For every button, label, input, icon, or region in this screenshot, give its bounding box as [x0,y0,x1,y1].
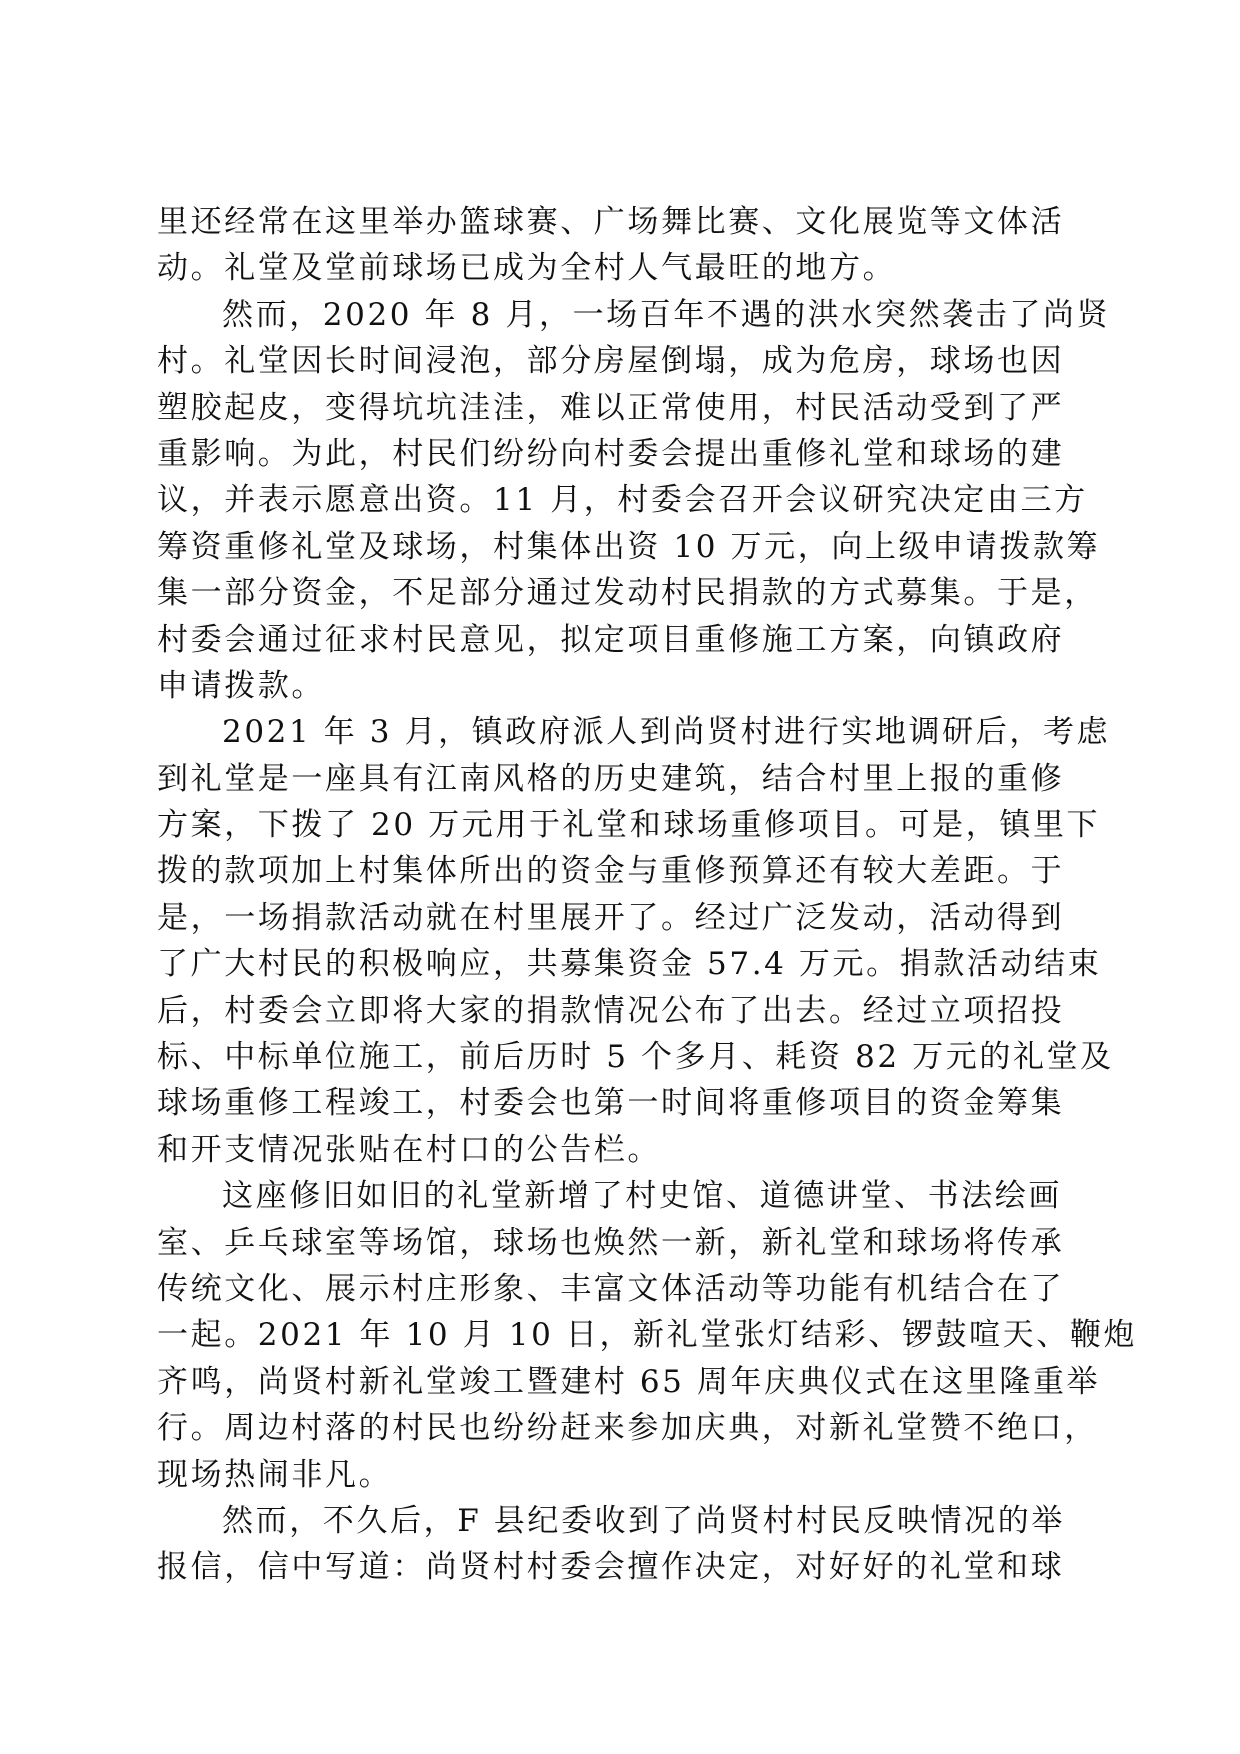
text-line: 申请拨款。 [157,667,325,704]
text-line: 了广大村民的积极响应，共募集资金 57.4 万元。捐款活动结束 [157,946,1102,983]
text-line: 塑胶起皮，变得坑坑洼洼，难以正常使用，村民活动受到了严 [157,389,1065,426]
text-line: 球场重修工程竣工，村委会也第一时间将重修项目的资金筹集 [157,1085,1065,1122]
text-line: 行。周边村落的村民也纷纷赶来参加庆典，对新礼堂赞不绝口， [157,1410,1098,1447]
text-line: 和开支情况张贴在村口的公告栏。 [157,1131,661,1168]
text-line: 到礼堂是一座具有江南风格的历史建筑，结合村里上报的重修 [157,760,1065,797]
text-line: 是，一场捐款活动就在村里展开了。经过广泛发动，活动得到 [157,899,1065,936]
text-line: 村委会通过征求村民意见，拟定项目重修施工方案，向镇政府 [157,621,1065,658]
text-line: 方案，下拨了 20 万元用于礼堂和球场重修项目。可是，镇里下 [157,807,1101,844]
text-line: 重影响。为此，村民们纷纷向村委会提出重修礼堂和球场的建 [157,435,1065,472]
text-line: 现场热闹非凡。 [157,1456,393,1493]
text-line: 报信，信中写道：尚贤村村委会擅作决定，对好好的礼堂和球 [157,1549,1065,1586]
text-line: 标、中标单位施工，前后历时 5 个多月、耗资 82 万元的礼堂及 [157,1039,1114,1076]
paragraph-start-line: 这座修旧如旧的礼堂新增了村史馆、道德讲堂、书法绘画 [222,1178,1062,1215]
text-line: 集一部分资金，不足部分通过发动村民捐款的方式募集。于是， [157,575,1098,612]
text-line: 传统文化、展示村庄形象、丰富文体活动等功能有机结合在了 [157,1270,1065,1307]
text-line: 村。礼堂因长时间浸泡，部分房屋倒塌，成为危房，球场也因 [157,343,1065,380]
text-line: 动。礼堂及堂前球场已成为全村人气最旺的地方。 [157,250,897,287]
text-line: 里还经常在这里举办篮球赛、广场舞比赛、文化展览等文体活 [157,204,1065,240]
paragraph-start-line: 然而，2020 年 8 月，一场百年不遇的洪水突然袭击了尚贤 [222,296,1111,333]
text-line: 拨的款项加上村集体所出的资金与重修预算还有较大差距。于 [157,853,1065,890]
paragraph-start-line: 2021 年 3 月，镇政府派人到尚贤村进行实地调研后，考虑 [222,714,1111,751]
body-text [157,199,1138,1591]
text-line: 后，村委会立即将大家的捐款情况公布了出去。经过立项招投 [157,992,1065,1029]
text-line: 筹资重修礼堂及球场，村集体出资 10 万元，向上级申请拨款筹 [157,528,1101,565]
text-line: 齐鸣，尚贤村新礼堂竣工暨建村 65 周年庆典仪式在这里隆重举 [157,1363,1101,1400]
text-line: 议，并表示愿意出资。11 月，村委会召开会议研究决定由三方 [157,482,1088,519]
paragraph-start-line: 然而，不久后，F 县纪委收到了尚贤村村民反映情况的举 [222,1502,1065,1539]
text-line: 一起。2021 年 10 月 10 日，新礼堂张灯结彩、锣鼓喧天、鞭炮 [157,1317,1138,1354]
text-line: 室、乒乓球室等场馆，球场也焕然一新，新礼堂和球场将传承 [157,1224,1065,1261]
